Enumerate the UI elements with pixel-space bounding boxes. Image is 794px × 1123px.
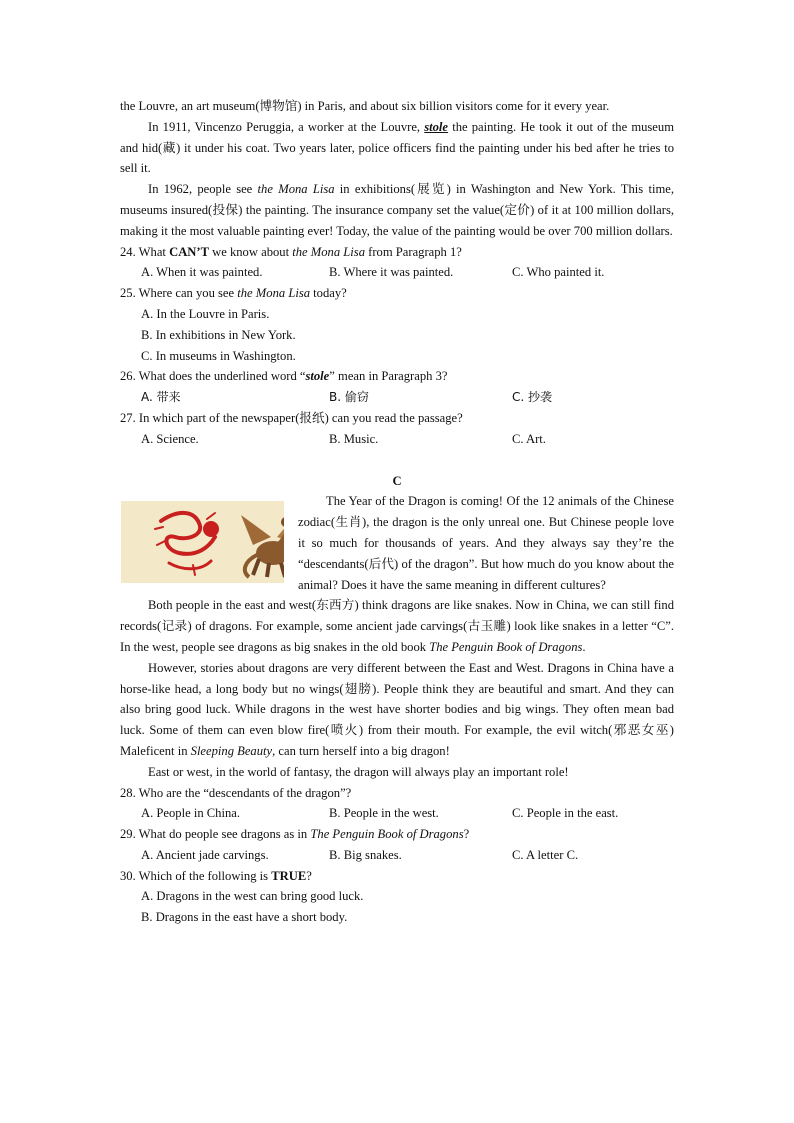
section-heading: C <box>392 473 402 488</box>
question-29-options <box>120 845 674 866</box>
question-26-options <box>120 387 674 408</box>
passage-c-paragraph-3: However, stories about dragons are very different between the East and West. Dragons in China have a horse-like head, a long body but no wings(翅膀). People think they are beautiful and smart. And they can also bring good luck. While dragons in the west have shorter bodies and big wings. They often mean bad luck. Some of them can even blow fire(喷火) from their mouth. For example, the evil witch(邪恶女巫) Maleficent in Sleeping Beauty, can turn herself into a big dragon! <box>120 660 674 758</box>
underlined-word: stole <box>424 119 449 134</box>
passage-c-paragraph-2: Both people in the east and west(东西方) think dragons are like snakes. Now in China, we can still find records(记录) of dragons. For example, some ancient jade carvings(古玉雕) look like snakes in a letter “C”. In the west, people see dragons as big snakes in the old book The Penguin Book of Dragons. <box>120 598 674 654</box>
passage-c-paragraph-1: The Year of the Dragon is coming! Of the 12 animals of the Chinese zodiac(生肖), the dragon is the only unreal one. But Chinese people love it so much for thousands of years. And they always say they’re the “descendants(后代) of the dragon”. But how much do you know about the animal? Does it have the same meaning in different cultures? <box>120 491 674 595</box>
option-c: C. Art. <box>512 431 546 446</box>
option-b: B. In exhibitions in New York. <box>141 327 296 342</box>
option-c: C. In museums in Washington. <box>141 348 296 363</box>
question-24: 24. What CAN’T we know about the Mona Lisa from Paragraph 1? <box>120 244 462 259</box>
question-25: 25. Where can you see the Mona Lisa today? <box>120 286 347 301</box>
dragon-illustration <box>121 501 284 583</box>
option-b: B. Dragons in the east have a short body. <box>141 910 348 925</box>
option-a: A. Ancient jade carvings. <box>141 847 269 862</box>
option-b: B. Music. <box>329 431 379 446</box>
passage-c-paragraph-4: East or west, in the world of fantasy, the dragon will always play an important role! <box>148 764 569 779</box>
exam-page <box>120 96 674 928</box>
option-c: C. Who painted it. <box>512 265 605 280</box>
option-a: A. In the Louvre in Paris. <box>141 306 270 321</box>
option-c: C. 抄袭 <box>512 390 553 405</box>
option-b: B. 偷窃 <box>329 390 369 405</box>
option-c: C. People in the east. <box>512 806 619 821</box>
passage-b-continuation: the Louvre, an art museum(博物馆) in Paris, and about six billion visitors come for it every year. <box>120 99 610 113</box>
passage-b-paragraph-4: In 1962, people see the Mona Lisa in exhibitions(展览) in Washington and New York. This time, museums insured(投保) the painting. The insurance company set the value(定价) of it at 100 million dollars, making it the most valuable painting ever! Today, the value of the painting would be over 700 million dollars. <box>120 182 674 238</box>
option-b: B. Where it was painted. <box>329 265 454 280</box>
option-b: B. Big snakes. <box>329 847 402 862</box>
option-a: A. People in China. <box>141 806 240 821</box>
option-a: A. Science. <box>141 431 199 446</box>
option-a: A. Dragons in the west can bring good luck. <box>141 889 364 904</box>
question-26: 26. What does the underlined word “stole” mean in Paragraph 3? <box>120 369 448 384</box>
question-30: 30. Which of the following is TRUE? <box>120 868 312 883</box>
option-c: C. A letter C. <box>512 847 579 862</box>
question-27-options <box>120 429 674 450</box>
passage-b-paragraph-3: In 1911, Vincenzo Peruggia, a worker at the Louvre, stole the painting. He took it out of the museum and hid(藏) it under his coat. Two years later, police officers find the painting under his bed after he tries to sell it. <box>120 119 674 176</box>
option-b: B. People in the west. <box>329 806 439 821</box>
question-27: 27. In which part of the newspaper(报纸) can you read the passage? <box>120 410 463 425</box>
option-a: A. 带来 <box>141 390 181 405</box>
question-29: 29. What do people see dragons as in The Penguin Book of Dragons? <box>120 827 470 842</box>
option-a: A. When it was painted. <box>141 265 263 280</box>
question-28-options <box>120 803 674 824</box>
question-28: 28. Who are the “descendants of the dragon”? <box>120 785 352 800</box>
question-24-options <box>120 262 674 283</box>
